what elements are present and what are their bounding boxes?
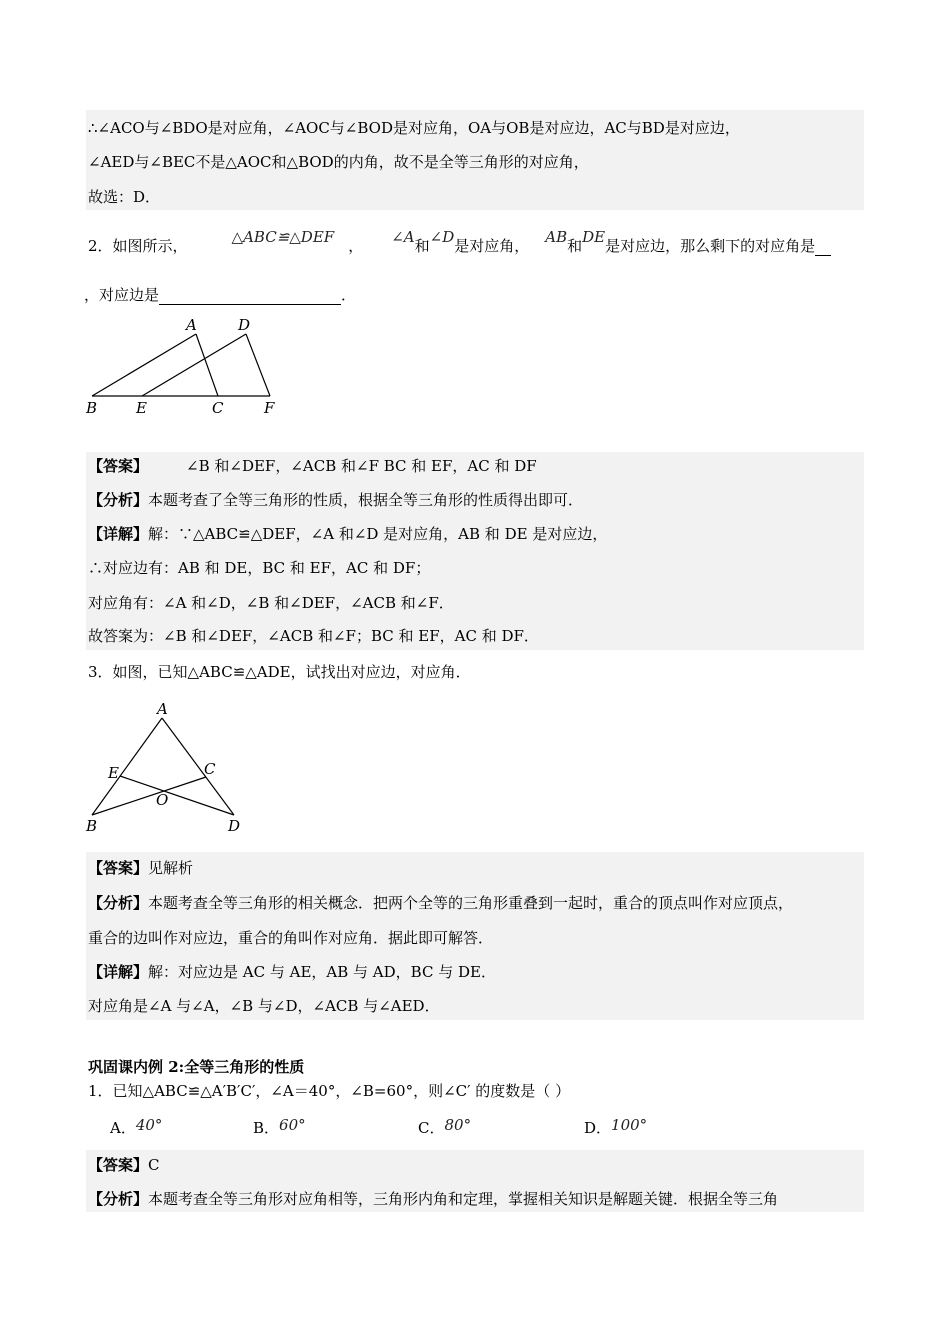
section2-q1-stem: 1．已知△ABC≌△A′B′C′，∠A＝40°，∠B=60°，则∠C′ 的度数是（ ）: [88, 1082, 571, 1100]
q3-analysis-line-2: 重合的边叫作对应边，重合的角叫作对应角．据此即可解答．: [88, 929, 494, 947]
q2-label-e: E: [136, 399, 147, 417]
q2-stem-math-ab: AB: [545, 228, 568, 246]
option-a-value: 40°: [135, 1116, 163, 1134]
q2-line-ac: [196, 334, 218, 396]
q2-analysis-text: 本题考查了全等三角形的性质，根据全等三角形的性质得出即可．: [148, 491, 584, 509]
option-b-letter: B．: [253, 1119, 280, 1137]
q3-label-e: E: [108, 764, 119, 782]
q2-answer-tag: 【答案】: [88, 457, 149, 475]
option-c-letter: C．: [418, 1119, 445, 1137]
q2-answer-text: ∠B 和∠DEF，∠ACB 和∠F BC 和 EF，AC 和 DF: [186, 457, 537, 475]
section2-answer: [88, 1155, 160, 1175]
q3-figure: [80, 700, 260, 836]
q3-label-d: D: [228, 817, 241, 835]
option-a-letter: A．: [110, 1119, 136, 1137]
prev-solution-line-3: 故选：D．: [88, 188, 161, 206]
q2-detail-line-4: 故答案为：∠B 和∠DEF，∠ACB 和∠F；BC 和 EF，AC 和 DF．: [88, 627, 539, 645]
q2-stem-text-c: 和: [414, 237, 430, 255]
q2-detail-tag: 【详解】: [88, 525, 149, 543]
q2-analysis: [88, 490, 583, 510]
q2-stem-math-congruence: △ABC≌△DEF: [231, 228, 335, 246]
q2-stem-math-de: DE: [582, 228, 606, 246]
prev-solution-line-1: ∴∠ACO与∠BDO是对应角，∠AOC与∠BOD是对应角，OA与OB是对应边，AC与BD是对应边，: [88, 119, 740, 137]
q2-stem-line2-text: ，对应边是: [84, 286, 160, 304]
q2-label-f: F: [264, 399, 275, 417]
section2-heading: 巩固课内例 2:全等三角形的性质: [88, 1058, 305, 1076]
q3-analysis-tag: 【分析】: [88, 894, 149, 912]
q2-figure: [80, 312, 300, 422]
q2-label-d: D: [238, 316, 251, 334]
q3-detail-line-2: 对应角是∠A 与∠A，∠B 与∠D，∠ACB 与∠AED．: [88, 997, 440, 1015]
q2-stem-math-angle-d: ∠D: [429, 228, 455, 246]
q2-label-c: C: [212, 399, 224, 417]
q3-label-a: A: [157, 700, 168, 718]
q2-detail-text: 解：∵△ABC≌△DEF，∠A 和∠D 是对应角，AB 和 DE 是对应边，: [148, 525, 608, 543]
prev-solution-line-2: ∠AED与∠BEC不是△AOC和△BOD的内角，故不是全等三角形的对应角，: [88, 153, 589, 171]
q3-analysis-text: 本题考查全等三角形的相关概念．把两个全等的三角形重叠到一起时，重合的顶点叫作对应顶点，: [148, 894, 794, 912]
q2-label-b: B: [86, 399, 98, 417]
q2-stem-math-angle-a: ∠A: [391, 228, 415, 246]
q2-blank-angle[interactable]: [815, 239, 831, 256]
q2-blank-side[interactable]: [159, 288, 341, 305]
q3-line-be: [92, 777, 206, 815]
q3-label-o: O: [156, 791, 169, 809]
q2-analysis-tag: 【分析】: [88, 491, 149, 509]
q3-line-ad: [162, 718, 234, 815]
q2-stem-text-b: ，: [348, 237, 364, 255]
option-b[interactable]: [253, 1118, 306, 1138]
q2-stem-line2-end: ．: [341, 286, 357, 304]
section2-analysis-text: 本题考查全等三角形对应角相等，三角形内角和定理，掌握相关知识是解题关键．根据全等三角: [148, 1190, 779, 1208]
q2-stem: [88, 228, 831, 256]
section2-analysis: [88, 1189, 778, 1209]
q3-detail: [88, 962, 496, 982]
q3-label-c: C: [204, 760, 216, 778]
q3-detail-tag: 【详解】: [88, 963, 149, 981]
q3-label-b: B: [86, 817, 98, 835]
q2-detail-line-3: 对应角有：∠A 和∠D，∠B 和∠DEF，∠ACB 和∠F．: [88, 594, 454, 612]
option-c-value: 80°: [444, 1116, 472, 1134]
q2-stem-line-2: [84, 285, 356, 305]
q2-stem-text-d: 是对应角，: [454, 237, 530, 255]
q2-detail-line-2: ∴对应边有：AB 和 DE，BC 和 EF，AC 和 DF；: [88, 559, 431, 577]
q3-line-ab: [92, 718, 162, 815]
option-a[interactable]: [110, 1118, 162, 1138]
q3-answer-tag: 【答案】: [88, 859, 149, 877]
q2-detail: [88, 524, 607, 544]
q2-stem-text-f: 是对应边，那么剩下的对应角是: [605, 237, 816, 255]
q3-analysis: [88, 893, 793, 913]
q2-stem-text-e: 和: [567, 237, 583, 255]
section2-answer-tag: 【答案】: [88, 1156, 149, 1174]
q2-line-ed: [142, 334, 246, 396]
option-c[interactable]: [418, 1118, 471, 1138]
option-d-letter: D．: [584, 1119, 612, 1137]
q3-answer: [88, 858, 193, 878]
option-b-value: 60°: [279, 1116, 306, 1134]
q3-line-ed: [120, 776, 234, 815]
q3-detail-text: 解：对应边是 AC 与 AE，AB 与 AD，BC 与 DE．: [148, 963, 496, 981]
section2-analysis-tag: 【分析】: [88, 1190, 149, 1208]
option-d-value: 100°: [611, 1116, 648, 1134]
q3-answer-text: 见解析: [148, 859, 194, 877]
option-d[interactable]: [584, 1118, 647, 1138]
q3-stem: 3．如图，已知△ABC≌△ADE，试找出对应边，对应角．: [88, 663, 471, 681]
q2-label-a: A: [186, 316, 197, 334]
q2-stem-text-a: 2．如图所示，: [88, 237, 188, 255]
q2-line-ba: [92, 334, 196, 396]
q2-answer: [88, 456, 537, 476]
q2-solution-block: [86, 452, 864, 650]
q2-line-df: [246, 334, 270, 396]
section2-answer-text: C: [148, 1156, 160, 1174]
